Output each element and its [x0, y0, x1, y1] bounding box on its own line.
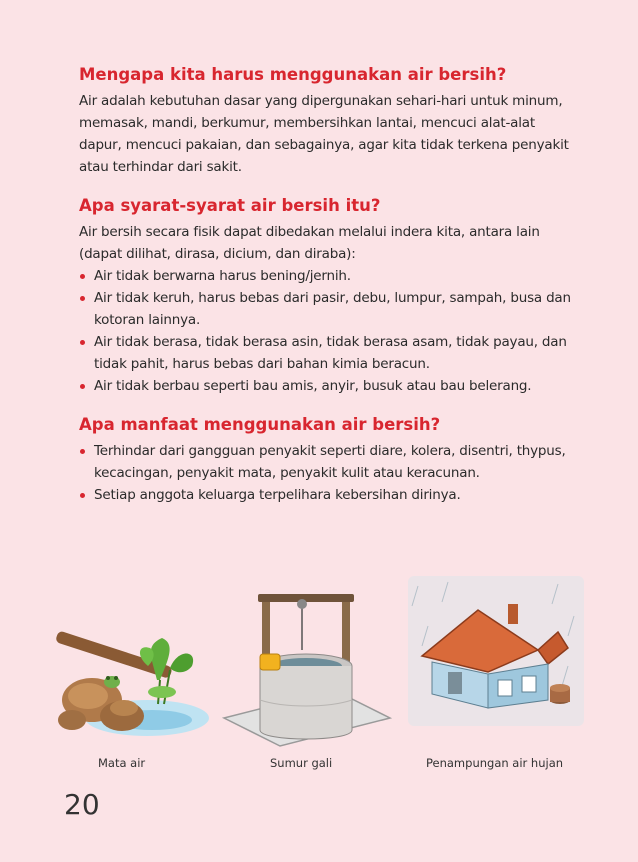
- spring-caption: Mata air: [98, 756, 146, 770]
- section-paragraph: Air bersih secara fisik dapat dibedakan melalui indera kita, antara lain (dapat dilihat, dirasa, dicium, dan diraba):: [79, 224, 540, 262]
- list-item: Air tidak keruh, harus bebas dari pasir, debu, lumpur, sampah, busa dan kotoran lainnya.: [79, 287, 579, 331]
- well-illustration: [214, 590, 394, 748]
- section-why-clean-water: [79, 64, 579, 178]
- section-paragraph: Air adalah kebutuhan dasar yang dipergunakan sehari-hari untuk minum, memasak, mandi, berkumur, membersihkan lantai, mencuci alat-alat dapur, mencuci pakaian, dan sebagainya, agar kita tidak terkena penyakit atau terhindar dari sakit.: [79, 93, 569, 175]
- list-item: Terhindar dari gangguan penyakit seperti diare, kolera, disentri, thypus, kecacingan, penyakit mata, penyakit kulit atau keracunan.: [79, 440, 579, 484]
- page-number: 20: [64, 788, 100, 821]
- rain-caption: Penampungan air hujan: [426, 756, 564, 770]
- spring-illustration: [52, 608, 212, 748]
- list-item: Air tidak berwarna harus bening/jernih.: [79, 265, 579, 287]
- well-caption: Sumur gali: [270, 756, 333, 770]
- section-clean-water-requirements: [79, 195, 579, 397]
- section-clean-water-benefits: [79, 414, 579, 506]
- benefits-list: [79, 440, 579, 506]
- list-item: Air tidak berbau seperti bau amis, anyir, busuk atau bau belerang.: [79, 375, 579, 397]
- page-content: [79, 64, 579, 523]
- list-item: Air tidak berasa, tidak berasa asin, tidak berasa asam, tidak payau, dan tidak pahit, harus bebas dari bahan kimia beracun.: [79, 331, 579, 375]
- section-heading: Mengapa kita harus menggunakan air bersih?: [79, 65, 507, 84]
- requirements-list: [79, 265, 579, 397]
- rain-house-illustration: [408, 576, 584, 726]
- list-item: Setiap anggota keluarga terpelihara kebersihan dirinya.: [79, 484, 579, 506]
- section-heading: Apa syarat-syarat air bersih itu?: [79, 196, 381, 215]
- section-heading: Apa manfaat menggunakan air bersih?: [79, 415, 441, 434]
